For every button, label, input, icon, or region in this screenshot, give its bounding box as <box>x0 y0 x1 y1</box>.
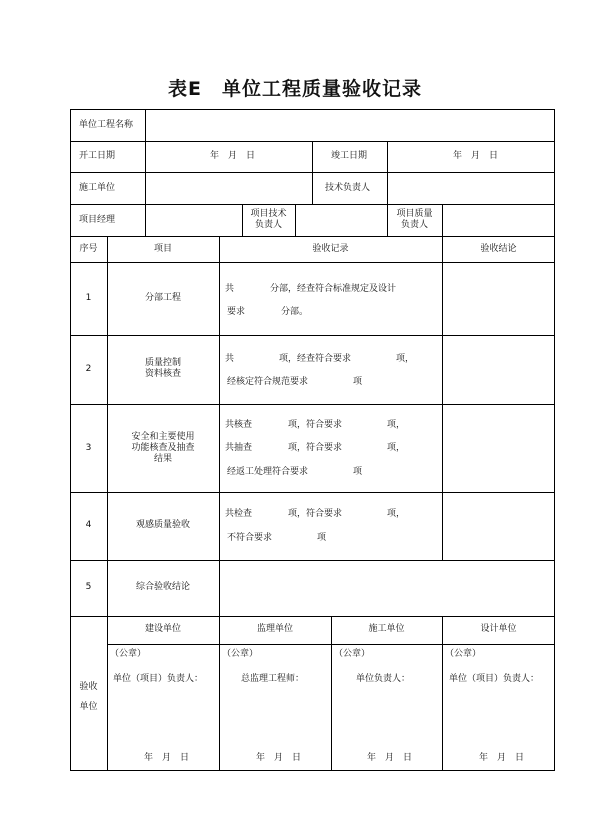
unit-seal-owner: （公章） <box>110 649 147 659</box>
col-header-item: 项目 <box>153 244 172 254</box>
start-date-value: 年 月 日 <box>210 151 256 161</box>
unit-signer-designer: 单位（项目）负责人： <box>449 674 540 684</box>
unit-seal-designer: （公章） <box>445 649 482 659</box>
col-divider <box>295 204 296 236</box>
project-name-label: 单位工程名称 <box>79 120 134 130</box>
end-date-value: 年 月 日 <box>453 151 499 161</box>
row-3-record-line-1: 共核查 项，符合要求 项， <box>225 420 406 430</box>
row-1-record-line-1: 共 分部，经查符合标准规定及设计 <box>225 284 397 294</box>
col-divider <box>107 236 108 771</box>
col-header-conclusion: 验收结论 <box>480 244 517 254</box>
unit-name-supervisor: 监理单位 <box>256 624 293 634</box>
row-4-record-line-1: 共检查 项，符合要求 项， <box>225 509 406 519</box>
row-1-item: 分部工程 <box>144 293 181 303</box>
row-1-no: 1 <box>85 293 92 303</box>
unit-signer-owner: 单位（项目）负责人： <box>113 674 204 684</box>
row-2-record-line-2: 经核定符合规范要求 项 <box>227 377 363 387</box>
col-header-no: 序号 <box>79 244 98 254</box>
row-1-record-line-2: 要求 分部。 <box>227 307 309 317</box>
col-divider <box>442 236 443 560</box>
col-header-record: 验收记录 <box>312 244 349 254</box>
project-manager-label: 项目经理 <box>79 215 116 225</box>
unit-date-supervisor: 年 月 日 <box>256 753 302 763</box>
row-3-item: 安全和主要使用 功能核查及抽查 结果 <box>131 432 195 464</box>
row-4-item: 观感质量验收 <box>135 520 190 530</box>
unit-date-owner: 年 月 日 <box>144 753 190 763</box>
row-divider <box>70 404 555 405</box>
col-divider <box>312 141 313 204</box>
row-divider <box>70 335 555 336</box>
project-tech-lead-label: 项目技术 负责人 <box>250 209 287 230</box>
row-2-item: 质量控制 资料核查 <box>144 358 181 379</box>
row-3-no: 3 <box>85 443 92 453</box>
start-date-label: 开工日期 <box>79 151 116 161</box>
row-5-item: 综合验收结论 <box>135 582 190 592</box>
page-title: 表E 单位工程质量验收记录 <box>168 78 422 100</box>
col-divider <box>331 616 332 771</box>
acceptance-form <box>70 109 555 771</box>
unit-seal-contractor: （公章） <box>334 649 371 659</box>
col-divider <box>145 109 146 236</box>
col-divider <box>219 616 220 771</box>
row-3-record-line-3: 经返工处理符合要求 项 <box>227 467 363 477</box>
col-divider <box>219 236 220 616</box>
row-divider <box>70 560 555 561</box>
project-quality-lead-label: 项目质量 负责人 <box>396 209 433 230</box>
unit-name-designer: 设计单位 <box>480 624 517 634</box>
row-divider <box>70 236 555 237</box>
row-5-no: 5 <box>85 582 92 592</box>
row-3-record-line-2: 共抽查 项，符合要求 项， <box>225 443 406 453</box>
row-4-record-line-2: 不符合要求 项 <box>227 533 327 543</box>
row-divider <box>70 262 555 263</box>
unit-name-owner: 建设单位 <box>144 624 181 634</box>
row-divider <box>70 492 555 493</box>
col-divider <box>387 141 388 204</box>
row-2-record-line-1: 共 项，经查符合要求 项， <box>225 354 415 364</box>
unit-seal-supervisor: （公章） <box>222 649 259 659</box>
unit-date-designer: 年 月 日 <box>479 753 525 763</box>
col-divider <box>442 616 443 771</box>
row-2-no: 2 <box>85 364 92 374</box>
end-date-label: 竣工日期 <box>331 151 368 161</box>
unit-name-contractor: 施工单位 <box>368 624 405 634</box>
tech-lead-label: 技术负责人 <box>325 183 371 193</box>
row-divider <box>70 616 555 617</box>
unit-signer-contractor: 单位负责人： <box>356 674 411 684</box>
row-4-no: 4 <box>85 520 92 530</box>
unit-date-contractor: 年 月 日 <box>367 753 413 763</box>
construction-unit-label: 施工单位 <box>79 183 116 193</box>
unit-signer-supervisor: 总监理工程师： <box>241 674 305 684</box>
row-divider <box>70 204 555 205</box>
col-divider <box>442 204 443 236</box>
acceptance-label: 验收 单位 <box>79 682 98 712</box>
